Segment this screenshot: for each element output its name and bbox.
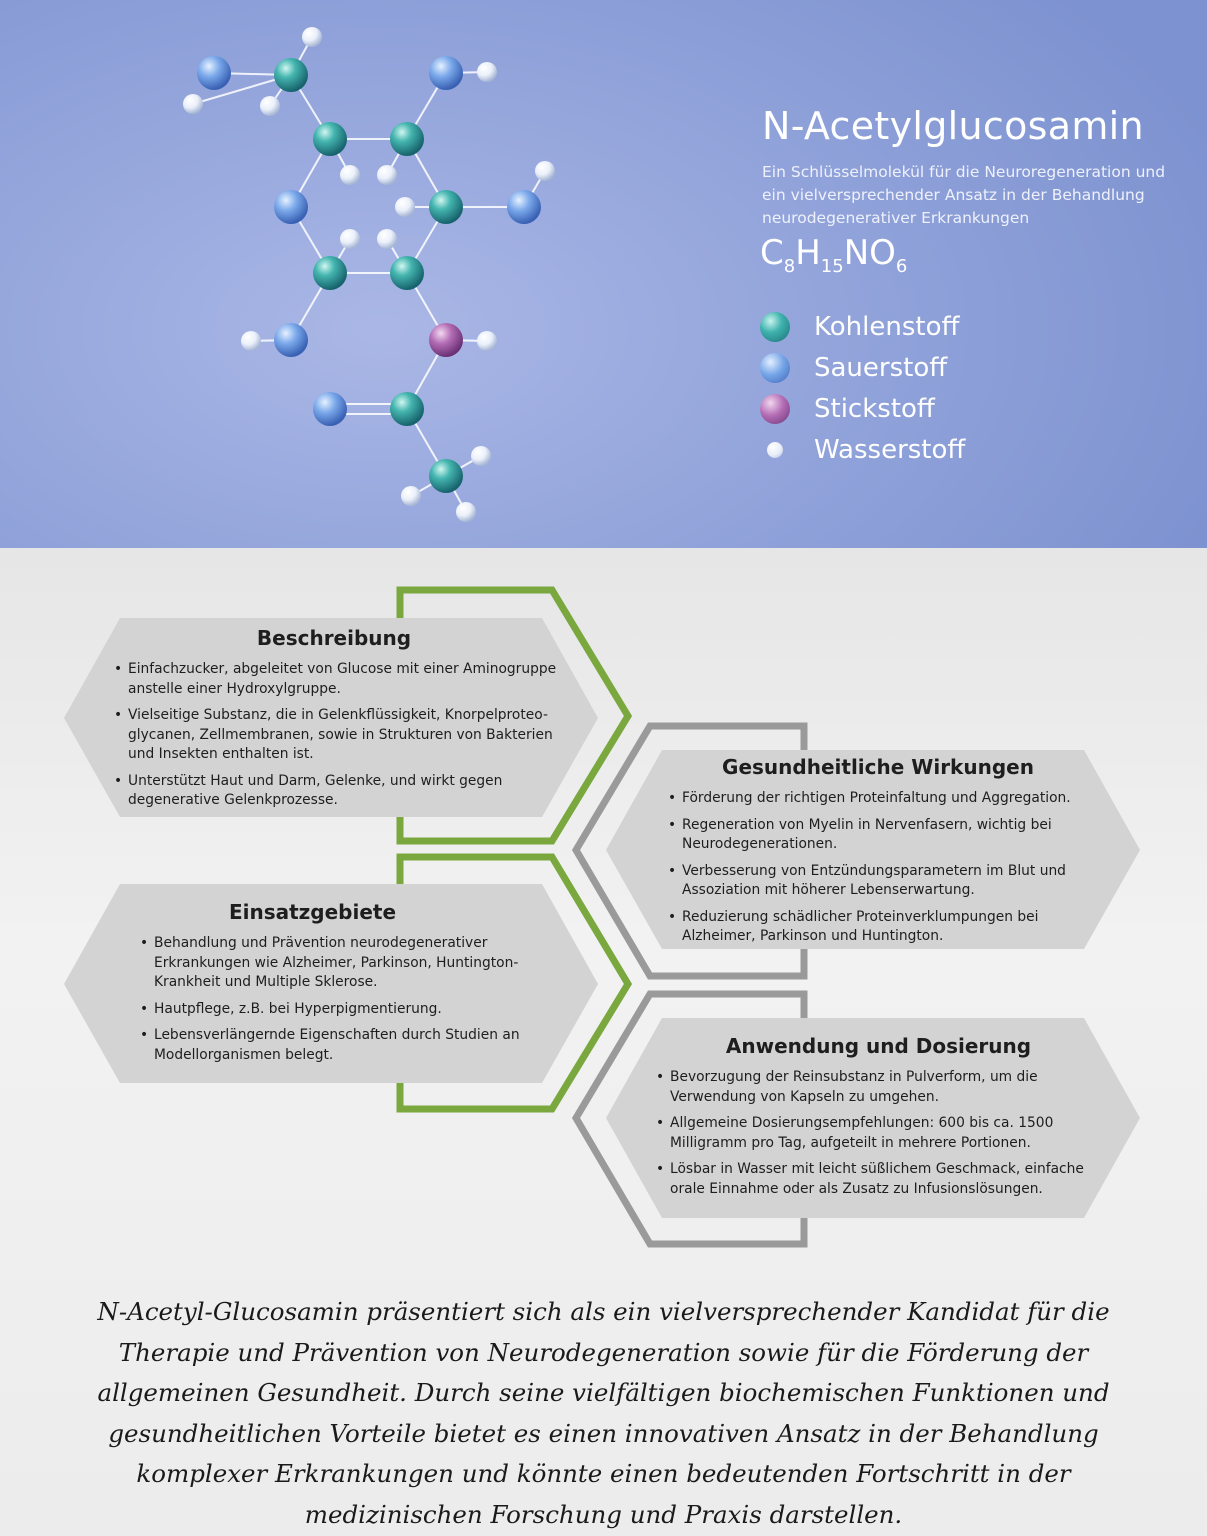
oxygen-atom bbox=[274, 190, 308, 224]
list-item: • Behandlung und Prävention neurodegenerativer Erkrankungen wie Alzheimer, Parkinson, Huntington-Krankheit und Multiple Sklerose. bbox=[140, 934, 535, 993]
oxygen-atom bbox=[507, 190, 541, 224]
legend-label: Stickstoff bbox=[814, 394, 935, 424]
list-item: • Reduzierung schädlicher Proteinverklumpungen bei Alzheimer, Parkinson und Huntington. bbox=[668, 908, 1088, 947]
carbon-atom bbox=[274, 58, 308, 92]
list-item: • Verbesserung von Entzündungsparametern im Blut und Assoziation mit höherer Lebenserwartung. bbox=[668, 862, 1088, 901]
bullet-list bbox=[656, 1068, 1101, 1199]
panel-heading: Gesundheitliche Wirkungen bbox=[722, 755, 1034, 779]
hydrogen-atom bbox=[340, 229, 360, 249]
legend-item-hydrogen bbox=[760, 432, 965, 468]
hydrogen-atom bbox=[183, 94, 203, 114]
conclusion-text: N-Acetyl-Glucosamin präsentiert sich als ein vielversprechender Kandidat für die Therapie und Prävention von Neurodegeneration sowie für die Förderung der allgemeinen Gesundheit. Durch seine vielfältigen biochemischen Funktionen und gesundheitlichen Vorteile bietet es einen innovativen Ansatz in der Behandlung komplexer Erkrankungen und könnte einen bedeutenden Fortschritt in der medizinischen Forschung und Praxis darstellen. bbox=[97, 1297, 1110, 1529]
oxygen-atom bbox=[313, 392, 347, 426]
hydrogen-atom bbox=[477, 62, 497, 82]
hydrogen-atom-icon bbox=[767, 442, 783, 458]
panel-anwendung bbox=[656, 1034, 1101, 1206]
hydrogen-atom bbox=[535, 161, 555, 181]
carbon-atom bbox=[429, 190, 463, 224]
nitrogen-atom bbox=[429, 323, 463, 357]
legend-label: Sauerstoff bbox=[814, 353, 948, 383]
carbon-atom bbox=[390, 122, 424, 156]
hydrogen-atom bbox=[471, 446, 491, 466]
list-item: • Einfachzucker, abgeleitet von Glucose mit einer Aminogruppe anstelle einer Hydroxylgruppe. bbox=[114, 660, 564, 699]
molecule-atoms bbox=[183, 27, 555, 522]
carbon-atom bbox=[390, 392, 424, 426]
page-title: N-Acetylglucosamin bbox=[762, 104, 1144, 148]
carbon-atom bbox=[313, 122, 347, 156]
legend-item-carbon bbox=[760, 309, 959, 345]
list-item: • Regeneration von Myelin in Nervenfasern, wichtig bei Neurodegenerationen. bbox=[668, 816, 1088, 855]
bullet-list bbox=[114, 660, 564, 811]
chemical-formula: $C_8H_{15}NO_6$ bbox=[760, 233, 908, 277]
legend-item-oxygen bbox=[760, 350, 947, 386]
list-item: • Lösbar in Wasser mit leicht süßlichem Geschmack, einfache orale Einnahme oder als Zusatz zu Infusionslösungen. bbox=[656, 1160, 1101, 1199]
hydrogen-atom bbox=[477, 331, 497, 351]
panel-wirkungen bbox=[668, 755, 1088, 954]
legend-label: Kohlenstoff bbox=[814, 312, 960, 342]
panel-heading: Einsatzgebiete bbox=[228, 900, 397, 924]
panel-einsatzgebiete bbox=[140, 900, 535, 1072]
carbon-atom bbox=[390, 256, 424, 290]
bullet-list bbox=[140, 934, 535, 1065]
legend-item-nitrogen bbox=[760, 391, 935, 427]
panel-heading: Beschreibung bbox=[256, 626, 412, 650]
hydrogen-atom bbox=[377, 229, 397, 249]
hydrogen-atom bbox=[302, 27, 322, 47]
hero-banner bbox=[0, 0, 1207, 548]
carbon-atom bbox=[429, 459, 463, 493]
hydrogen-atom bbox=[401, 486, 421, 506]
list-item: • Hautpflege, z.B. bei Hyperpigmentierung. bbox=[140, 1000, 535, 1020]
list-item: • Bevorzugung der Reinsubstanz in Pulverform, um die Verwendung von Kapseln zu umgehen. bbox=[656, 1068, 1101, 1107]
hydrogen-atom bbox=[395, 197, 415, 217]
oxygen-atom bbox=[274, 323, 308, 357]
list-item: • Förderung der richtigen Proteinfaltung und Aggregation. bbox=[668, 789, 1088, 809]
hydrogen-atom bbox=[377, 165, 397, 185]
panel-heading: Anwendung und Dosierung bbox=[725, 1034, 1032, 1058]
molecule-bonds bbox=[193, 37, 545, 512]
list-item: • Unterstützt Haut und Darm, Gelenke, und wirkt gegen degenerative Gelenkprozesse. bbox=[114, 772, 564, 811]
hydrogen-atom bbox=[241, 331, 261, 351]
carbon-atom bbox=[313, 256, 347, 290]
list-item: • Vielseitige Substanz, die in Gelenkflüssigkeit, Knorpelproteo-glycanen, Zellmembranen, sowie in Strukturen von Bakterien und Insekten enthalten ist. bbox=[114, 706, 564, 765]
bullet-list bbox=[668, 789, 1088, 947]
carbon-atom-icon bbox=[760, 312, 790, 342]
list-item: • Allgemeine Dosierungsempfehlungen: 600 bis ca. 1500 Milligramm pro Tag, aufgeteilt in mehrere Portionen. bbox=[656, 1114, 1101, 1153]
hydrogen-atom bbox=[456, 502, 476, 522]
molecule-illustration bbox=[0, 0, 1207, 548]
legend-label: Wasserstoff bbox=[814, 435, 966, 465]
panel-beschreibung bbox=[114, 626, 564, 818]
oxygen-atom bbox=[429, 56, 463, 90]
nitrogen-atom-icon bbox=[760, 394, 790, 424]
hydrogen-atom bbox=[260, 96, 280, 116]
oxygen-atom bbox=[197, 56, 231, 90]
oxygen-atom-icon bbox=[760, 353, 790, 383]
hydrogen-atom bbox=[340, 165, 360, 185]
list-item: • Lebensverlängernde Eigenschaften durch Studien an Modellorganismen belegt. bbox=[140, 1026, 535, 1065]
page-subtitle: Ein Schlüsselmolekül für die Neuroregeneration und ein vielversprechender Ansatz in der Behandlung neurodegenerativer Erkrankungen bbox=[762, 163, 1166, 227]
